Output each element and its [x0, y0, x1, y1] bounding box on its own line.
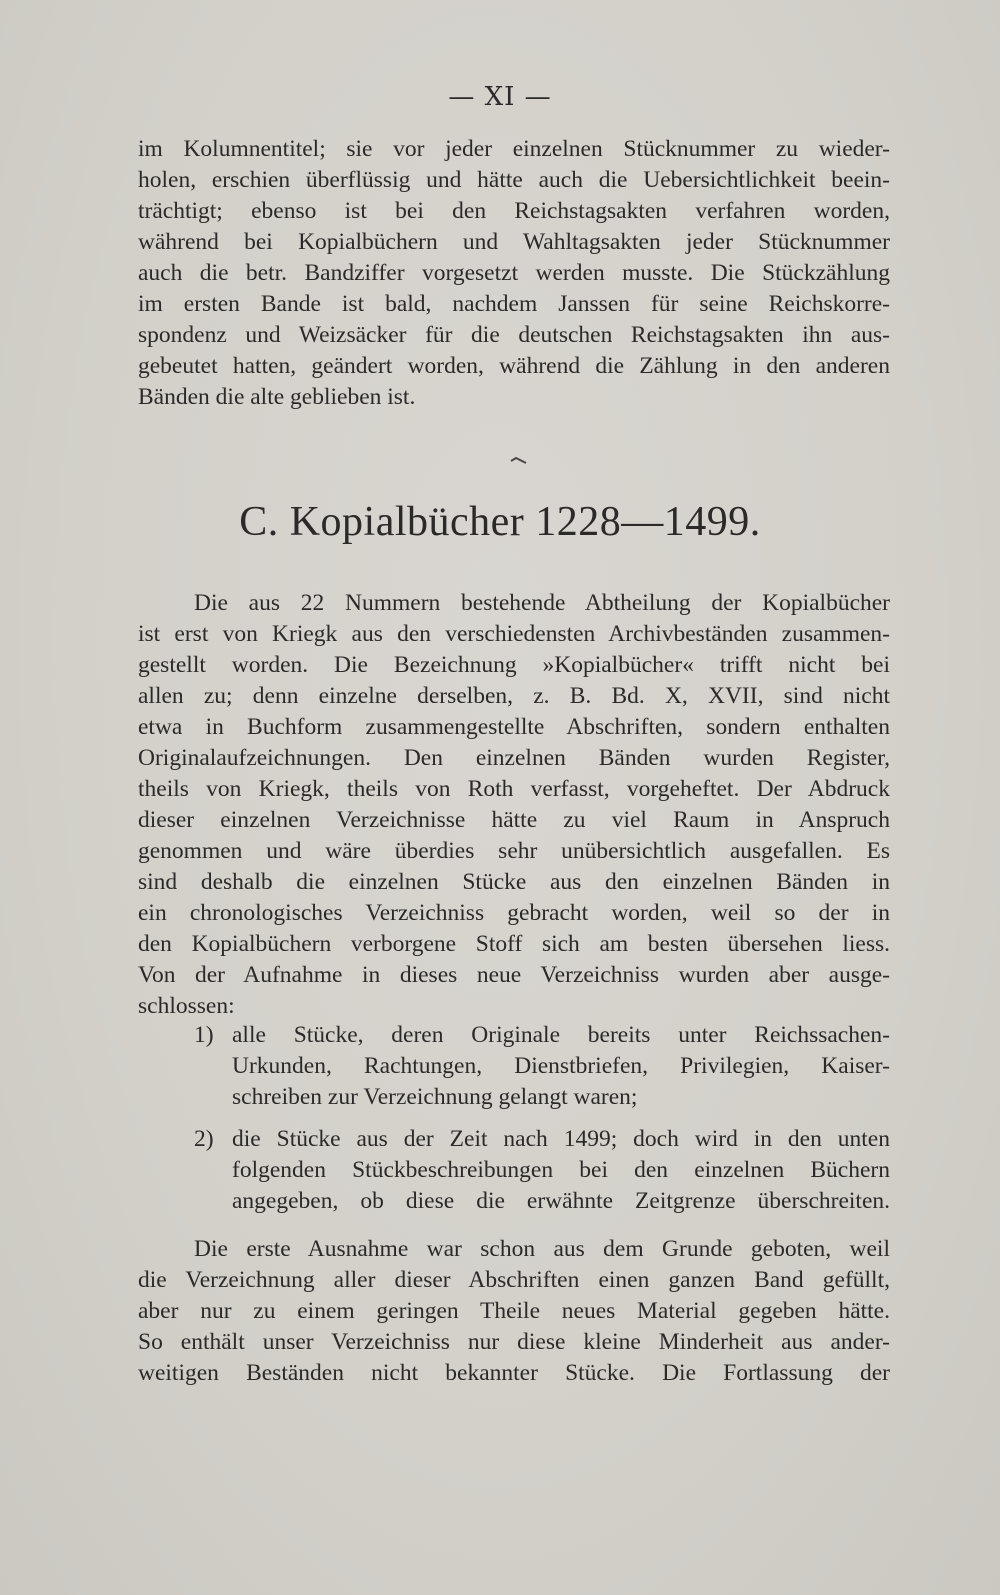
ink-mark-ornament: [510, 455, 528, 465]
text-line: dieser einzelnen Verzeichnisse hätte zu viel Raum in Anspruch: [138, 807, 890, 833]
text-line: aber nur zu einem geringen Theile neues Material gegeben hätte.: [138, 1298, 890, 1324]
text-line: schlossen:: [138, 993, 235, 1019]
text-line: weitigen Beständen nicht bekannter Stücke. Die Fortlassung der: [138, 1360, 890, 1386]
text-line: holen, erschien überflüssig und hätte auch die Uebersichtlichkeit beein-: [138, 167, 890, 193]
text-line: die Verzeichnung aller dieser Abschriften einen ganzen Band gefüllt,: [138, 1267, 890, 1293]
text-line: ist erst von Kriegk aus den verschiedensten Archivbeständen zusammen-: [138, 621, 890, 647]
text-line: Von der Aufnahme in dieses neue Verzeichniss wurden aber ausge-: [138, 962, 890, 988]
section-heading: C. Kopialbücher 1228—1499.: [239, 499, 761, 545]
text-line: angegeben, ob diese die erwähnte Zeitgrenze überschreiten.: [232, 1188, 890, 1214]
text-line: Originalaufzeichnungen. Den einzelnen Bänden wurden Register,: [138, 745, 890, 771]
text-line: schreiben zur Verzeichnung gelangt waren;: [232, 1084, 638, 1110]
text-line: ein chronologisches Verzeichniss gebracht worden, weil so der in: [138, 900, 890, 926]
text-line: gestellt worden. Die Bezeichnung »Kopialbücher« trifft nicht bei: [138, 652, 890, 678]
text-line: folgenden Stückbeschreibungen bei den einzelnen Büchern: [232, 1157, 890, 1183]
text-line: So enthält unser Verzeichniss nur diese kleine Minderheit aus ander-: [138, 1329, 890, 1355]
text-line: die Stücke aus der Zeit nach 1499; doch wird in den unten: [232, 1126, 890, 1152]
list-number: 2): [194, 1126, 214, 1152]
list-number: 1): [194, 1022, 214, 1048]
paragraph-continuation: [138, 134, 890, 413]
page-number: — XI —: [448, 82, 552, 112]
text-line: allen zu; denn einzelne derselben, z. B. Bd. X, XVII, sind nicht: [138, 683, 890, 709]
list-item-text: [232, 1124, 890, 1217]
list-item: [138, 1124, 890, 1217]
text-line: gebeutet hatten, geändert worden, während die Zählung in den anderen: [138, 353, 890, 379]
text-line: Die aus 22 Nummern bestehende Abtheilung der Kopialbücher: [194, 590, 890, 616]
text-line: Urkunden, Rachtungen, Dienstbriefen, Privilegien, Kaiser-: [232, 1053, 890, 1079]
text-line: den Kopialbüchern verborgene Stoff sich am besten übersehen liess.: [138, 931, 890, 957]
list-item-text: [232, 1020, 890, 1113]
list-item: [138, 1020, 890, 1113]
text-line: Die erste Ausnahme war schon aus dem Grunde geboten, weil: [194, 1236, 890, 1262]
text-line: Bänden die alte geblieben ist.: [138, 384, 416, 410]
text-line: genommen und wäre überdies sehr unübersichtlich ausgefallen. Es: [138, 838, 890, 864]
text-line: im Kolumnentitel; sie vor jeder einzelnen Stücknummer zu wieder-: [138, 136, 890, 162]
text-line: etwa in Buchform zusammengestellte Abschriften, sondern enthalten: [138, 714, 890, 740]
text-line: während bei Kopialbüchern und Wahltagsakten jeder Stücknummer: [138, 229, 890, 255]
paragraph-explanation: [138, 1234, 890, 1389]
paragraph-intro: [138, 588, 890, 1022]
exclusion-list: [138, 1020, 890, 1228]
text-line: auch die betr. Bandziffer vorgesetzt werden musste. Die Stückzählung: [138, 260, 890, 286]
text-line: im ersten Bande ist bald, nachdem Janssen für seine Reichskorre-: [138, 291, 890, 317]
text-line: sind deshalb die einzelnen Stücke aus den einzelnen Bänden in: [138, 869, 890, 895]
text-line: alle Stücke, deren Originale bereits unter Reichssachen-: [232, 1022, 890, 1048]
text-line: theils von Kriegk, theils von Roth verfasst, vorgeheftet. Der Abdruck: [138, 776, 890, 802]
text-line: spondenz und Weizsäcker für die deutschen Reichstagsakten ihn aus-: [138, 322, 890, 348]
text-line: trächtigt; ebenso ist bei den Reichstagsakten verfahren worden,: [138, 198, 890, 224]
